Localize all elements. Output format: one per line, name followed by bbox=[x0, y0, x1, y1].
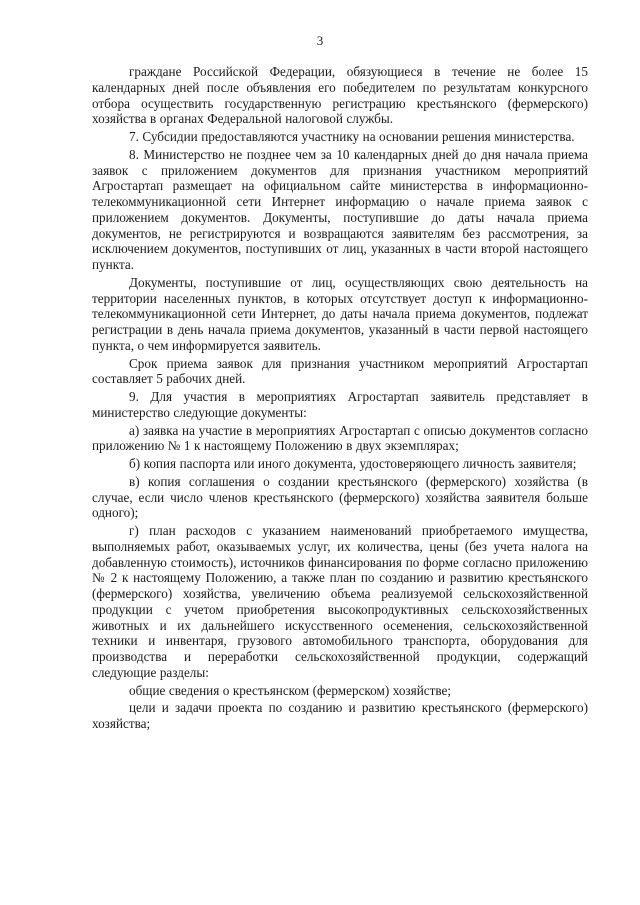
paragraph-8-no-internet: Документы, поступившие от лиц, осуществляющих свою деятельность на территории населенных пунктов, в которых отсутствует доступ к информационно-телекоммуникационной сети Интернет, до даты начала приема документов, подлежат регистрации в день начала приема документов, указанный в части первой настоящего пункта, о чем информируется заявитель. bbox=[92, 274, 588, 353]
list-item-goals: цели и задачи проекта по созданию и развитию крестьянского (фермерского) хозяйства; bbox=[92, 700, 588, 731]
list-item-v-agreement: в) копия соглашения о создании крестьянского (фермерского) хозяйства (в случае, если число членов крестьянского (фермерского) хозяйства заявителя больше одного); bbox=[92, 473, 588, 521]
list-item-b-passport: б) копия паспорта или иного документа, удостоверяющего личность заявителя; bbox=[129, 456, 577, 471]
list-item-g-expense-plan: г) план расходов с указанием наименований приобретаемого имущества, выполняемых работ, оказываемых услуг, их количества, цены (без учета налога на добавленную стоимость), источников финансирования по форме согласно приложению № 2 к настоящему Положению, а также план по созданию и развитию крестьянского (фермерского) хозяйства, увеличению объема реализуемой сельскохозяйственной продукции с учетом приобретения высокопродуктивных сельскохозяйственных животных и их дальнейшего искусственного осеменения, сельскохозяйственной техники и инвентаря, грузового автомобильного транспорта, оборудования для производства и переработки сельскохозяйственной продукции, содержащий следующие разделы: bbox=[92, 523, 588, 680]
paragraph-9-documents: 9. Для участия в мероприятиях Агростартап заявитель представляет в министерство следующие документы: bbox=[92, 389, 588, 420]
paragraph-applicant-citizens: граждане Российской Федерации, обязующиеся в течение не более 15 календарных дней после объявления его победителем по результатам конкурсного отбора осуществить государственную регистрацию крестьянского (фермерского) хозяйства в органах Федеральной налоговой службы. bbox=[92, 64, 588, 127]
paragraph-7-subsidies: 7. Субсидии предоставляются участнику на основании решения министерства. bbox=[129, 129, 575, 144]
document-body bbox=[92, 64, 588, 732]
list-item-a-application: а) заявка на участие в мероприятиях Агростартап с описью документов согласно приложению № 1 к настоящему Положению в двух экземплярах; bbox=[92, 422, 588, 454]
paragraph-8-ministry-notice: 8. Министерство не позднее чем за 10 календарных дней до дня начала приема заявок с приложением документов для признания участником мероприятий Агростартап размещает на официальном сайте министерства в информационно-телекоммуникационной сети Интернет информацию о начале приема заявок с приложением документов. Документы, поступившие до даты начала приема документов, не регистрируются и возвращаются заявителям без рассмотрения, за исключением документов, поступивших от лиц, указанных в части второй настоящего пункта. bbox=[92, 146, 588, 272]
page-number: 3 bbox=[316, 33, 324, 48]
paragraph-8-period: Срок приема заявок для признания участником мероприятий Агростартап составляет 5 рабочих дней. bbox=[92, 355, 588, 387]
list-item-general-info: общие сведения о крестьянском (фермерском) хозяйстве; bbox=[129, 682, 452, 698]
